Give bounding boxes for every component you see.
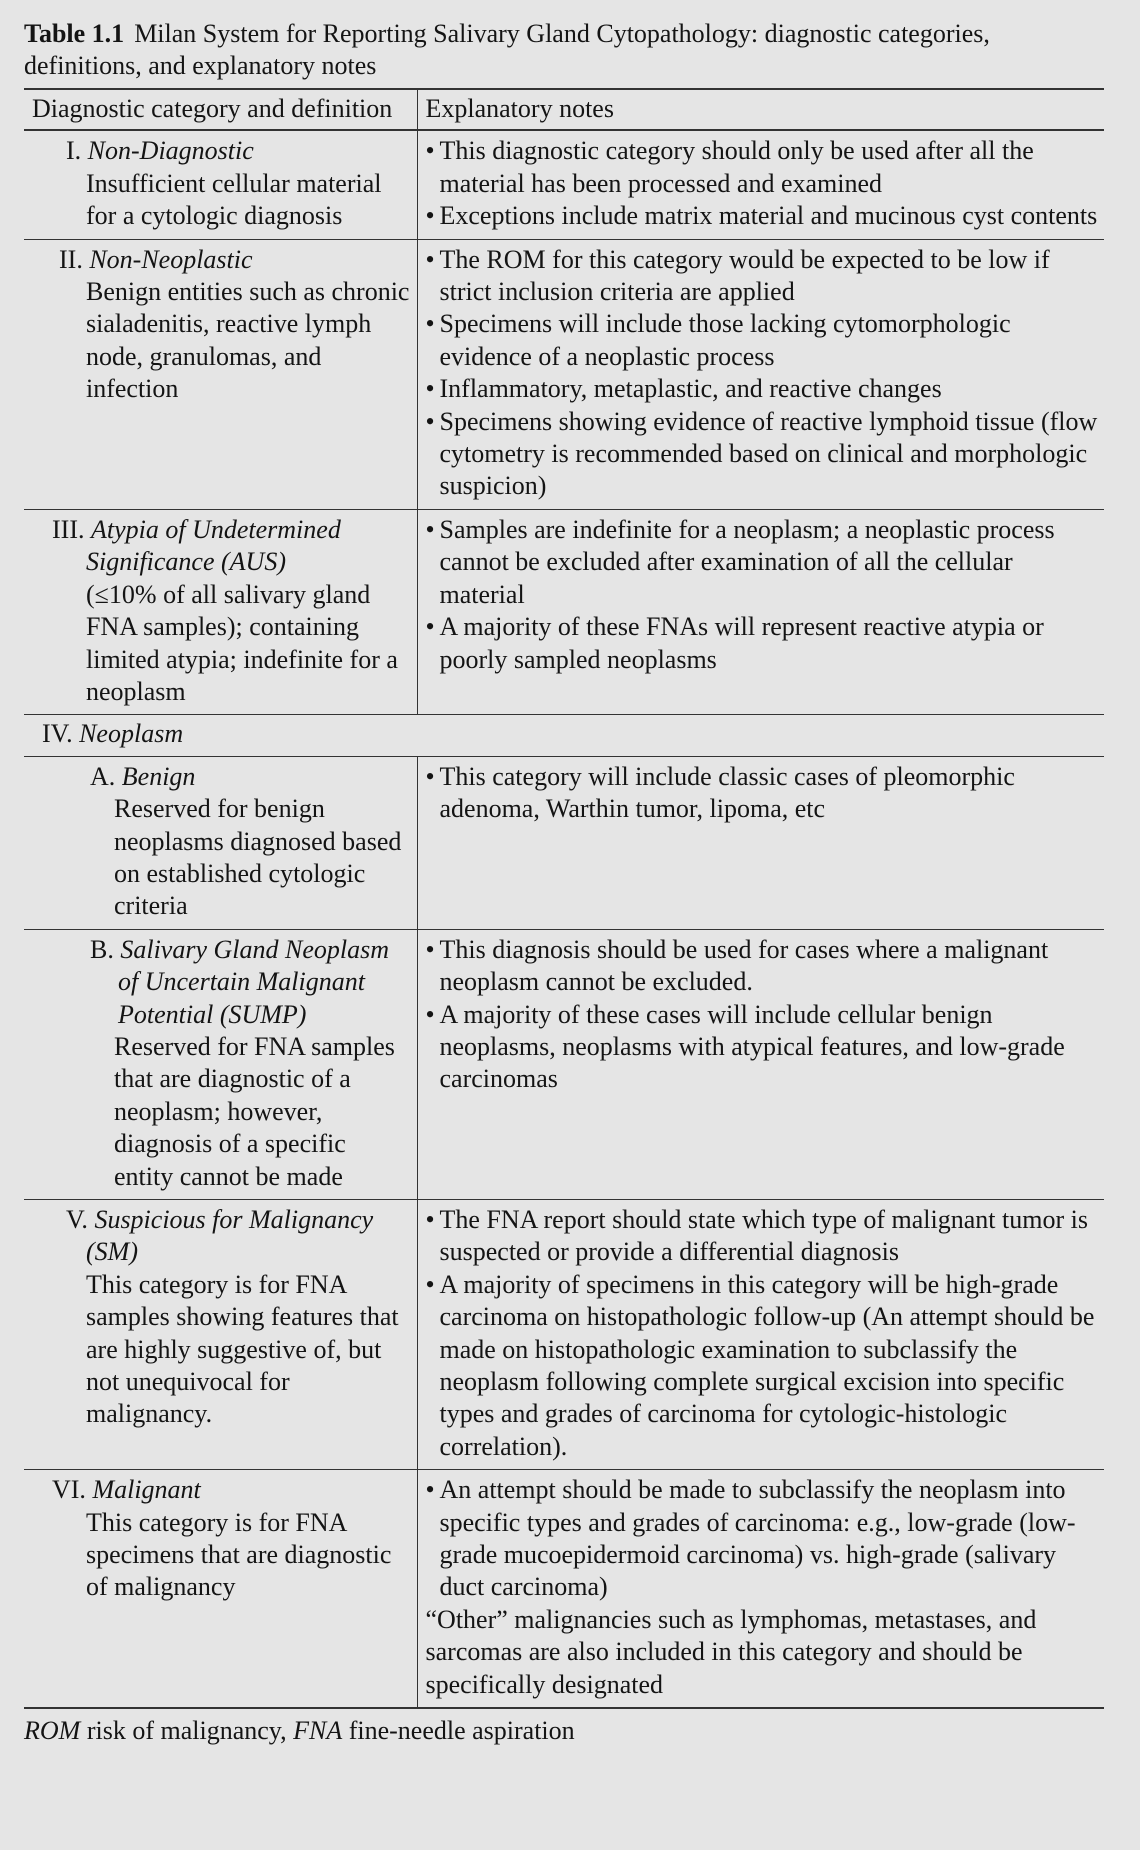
category-cell <box>24 239 417 509</box>
category-cell <box>24 509 417 714</box>
table-row-benign <box>24 756 1104 929</box>
category-name-continued: Significance (AUS) <box>86 547 286 577</box>
category-cell <box>24 1470 417 1708</box>
note-item: • Samples are indefinite for a neoplasm; a neoplastic process cannot be excluded after examination of all the cellular material <box>425 514 1055 609</box>
category-name: Non-Diagnostic <box>87 136 254 166</box>
category-name: Benign <box>121 761 196 791</box>
table-title: Milan System for Reporting Salivary Gland Cytopathology: diagnostic categories, definitions, and explanatory notes <box>24 19 990 80</box>
category-name: Suspicious for Malignancy <box>94 1205 374 1234</box>
category-definition: (≤10% of all salivary gland FNA samples); containing limited atypia; indefinite for a neoplasm <box>86 579 398 706</box>
category-numeral: V. <box>66 1205 88 1234</box>
table-footnote <box>24 1715 1104 1747</box>
table-row-aus <box>24 509 1104 714</box>
category-numeral: I. <box>66 136 82 166</box>
category-definition: Insufficient cellular material for a cytologic diagnosis <box>86 168 382 231</box>
table-number: Table 1.1 <box>24 19 125 48</box>
category-name: Salivary Gland Neoplasm <box>120 934 389 964</box>
category-name: Malignant <box>92 1475 201 1505</box>
note-item: “Other” malignancies such as lymphomas, metastases, and sarcomas are also included in this category and should be specifically designated <box>425 1604 1037 1699</box>
note-item: • The ROM for this category would be expected to be low if strict inclusion criteria are applied <box>425 244 1050 307</box>
category-cell <box>24 1200 417 1470</box>
note-item: • An attempt should be made to subclassify the neoplasm into specific types and grades of carcinoma: e.g., low-grade (low-grade mucoepidermoid carcinoma) vs. high-grade (salivary duct carcinoma) <box>425 1475 1076 1602</box>
table-row-suspicious <box>24 1200 1104 1470</box>
category-numeral: VI. <box>52 1475 86 1505</box>
note-item: • Inflammatory, metaplastic, and reactive changes <box>425 374 942 404</box>
category-numeral: III. <box>52 514 85 544</box>
table-row-sump <box>24 929 1104 1199</box>
category-cell <box>24 130 417 239</box>
category-definition: Reserved for FNA samples that are diagnostic of a neoplasm; however, diagnosis of a specific entity cannot be made <box>114 1031 395 1191</box>
notes-cell <box>417 239 1104 509</box>
table-row-malignant <box>24 1470 1104 1708</box>
category-cell <box>24 715 1104 756</box>
note-item: • Exceptions include matrix material and mucinous cyst contents <box>425 201 1098 231</box>
footnote-def-rom: risk of malignancy, <box>86 1716 287 1746</box>
note-item: • Specimens showing evidence of reactive lymphoid tissue (flow cytometry is recommended based on clinical and morphologic suspicion) <box>425 406 1098 501</box>
note-item: • Specimens will include those lacking cytomorphologic evidence of a neoplastic process <box>425 309 1011 371</box>
table-caption <box>24 18 1104 82</box>
footnote-abbr-rom: ROM <box>24 1716 81 1746</box>
category-cell <box>24 756 417 929</box>
table-header-row <box>24 89 1104 130</box>
subcategory-letter: B. <box>90 934 114 964</box>
header-explanatory-notes: Explanatory notes <box>425 94 614 123</box>
note-item: • This diagnostic category should only be used after all the material has been processed and examined <box>425 136 1034 198</box>
notes-cell <box>417 929 1104 1199</box>
note-item: • This diagnosis should be used for cases where a malignant neoplasm cannot be excluded. <box>425 934 1049 997</box>
note-item: • A majority of these FNAs will represent reactive atypia or poorly sampled neoplasms <box>425 612 1044 674</box>
category-name: Neoplasm <box>79 719 184 749</box>
notes-cell <box>417 1200 1104 1470</box>
subcategory-letter: A. <box>90 761 116 791</box>
category-definition: Benign entities such as chronic sialadenitis, reactive lymph node, granulomas, and infection <box>86 277 410 404</box>
footnote-abbr-fna: FNA <box>293 1716 343 1746</box>
category-name-continued: (SM) <box>86 1237 138 1267</box>
category-definition: Reserved for benign neoplasms diagnosed based on established cytologic criteria <box>114 794 402 921</box>
category-cell <box>24 929 417 1199</box>
header-diagnostic-category: Diagnostic category and definition <box>24 89 417 130</box>
category-definition: This category is for FNA samples showing features that are highly suggestive of, but not unequivocal for malignancy. <box>86 1269 399 1429</box>
table-row-non-diagnostic <box>24 130 1104 239</box>
note-item: • This category will include classic cases of pleomorphic adenoma, Warthin tumor, lipoma, etc <box>425 761 1015 824</box>
note-item: • A majority of specimens in this category will be high-grade carcinoma on histopathologic follow-up (An attempt should be made on histopathologic examination to subclassify the neoplasm following complete surgical excision into specific types and grades of carcinoma for cytologic-histologic correlation). <box>425 1269 1095 1461</box>
notes-cell <box>417 756 1104 929</box>
notes-cell <box>417 1470 1104 1708</box>
notes-cell <box>417 130 1104 239</box>
category-definition: This category is for FNA specimens that are diagnostic of malignancy <box>86 1507 392 1602</box>
category-name: Atypia of Undetermined <box>90 514 341 544</box>
category-name-continued: of Uncertain Malignant Potential (SUMP) <box>118 967 365 1029</box>
table-row-non-neoplastic <box>24 239 1104 509</box>
notes-cell <box>417 509 1104 714</box>
category-name: Non-Neoplastic <box>89 244 253 274</box>
footnote-def-fna: fine-needle aspiration <box>348 1716 575 1746</box>
table-row-neoplasm <box>24 715 1104 756</box>
milan-system-table <box>24 88 1104 1709</box>
note-item: • The FNA report should state which type of malignant tumor is suspected or provide a differential diagnosis <box>425 1205 1088 1267</box>
note-item: • A majority of these cases will include cellular benign neoplasms, neoplasms with atypical features, and low-grade carcinomas <box>425 999 1065 1094</box>
category-numeral: II. <box>59 244 83 274</box>
category-numeral: IV. <box>42 719 73 749</box>
